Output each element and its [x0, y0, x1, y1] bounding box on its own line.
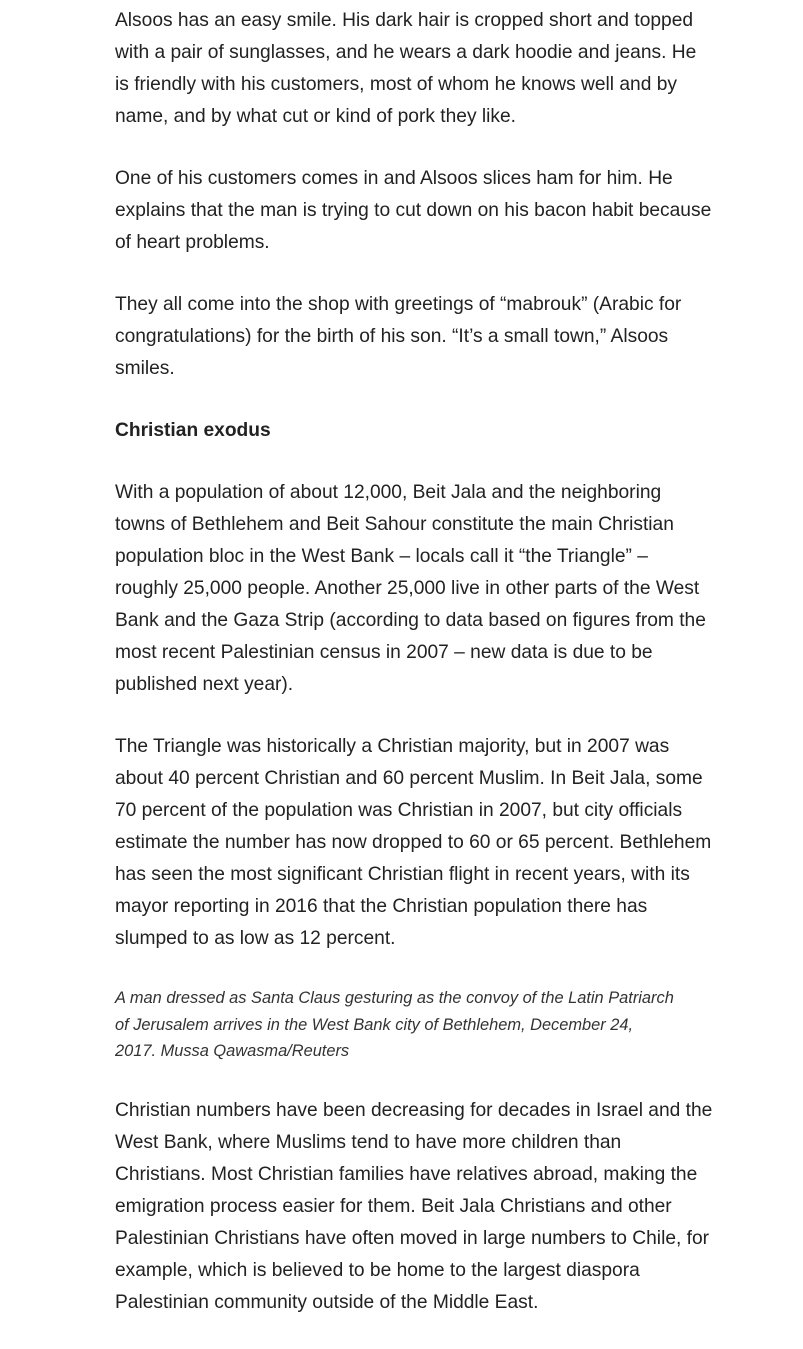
article-paragraph: With a population of about 12,000, Beit Jala and the neighboring towns of Bethlehem and Beit Sahour constitute the main Christian population bloc in the West Bank – locals call it “the Triangle” – roughly 25,000 people. Another 25,000 live in other parts of the West Bank and the Gaza Strip (according to data based on figures from the most recent Palestinian census in 2007 – new data is due to be published next year). [115, 482, 706, 695]
article-paragraph: They all come into the shop with greetings of “mabrouk” (Arabic for congratulations) for the birth of his son. “It’s a small town,” Alsoos smiles. [115, 294, 682, 379]
article-paragraph: Alsoos has an easy smile. His dark hair is cropped short and topped with a pair of sunglasses, and he wears a dark hoodie and jeans. He is friendly with his customers, most of whom he knows well and by name, and by what cut or kind of pork they like. [115, 10, 697, 127]
article-paragraph: Christian numbers have been decreasing for decades in Israel and the West Bank, where Muslims tend to have more children than Christians. Most Christian families have relatives abroad, making the emigration process easier for them. Beit Jala Christians and other Palestinian Christians have often moved in large numbers to Chile, for example, which is believed to be home to the largest diaspora Palestinian community outside of the Middle East. [115, 1099, 713, 1313]
article-paragraph: One of his customers comes in and Alsoos slices ham for him. He explains that the man is trying to cut down on his bacon habit because of heart problems. [115, 168, 712, 253]
article-body [115, 5, 715, 1349]
photo-caption: A man dressed as Santa Claus gesturing as the convoy of the Latin Patriarch of Jerusalem arrives in the West Bank city of Bethlehem, December 24, 2017. Mussa Qawasma/Reuters [115, 989, 674, 1060]
section-heading: Christian exodus [115, 420, 271, 441]
article-paragraph: The Triangle was historically a Christian majority, but in 2007 was about 40 percent Christian and 60 percent Muslim. In Beit Jala, some 70 percent of the population was Christian in 2007, but city officials estimate the number has now dropped to 60 or 65 percent. Bethlehem has seen the most significant Christian flight in recent years, with its mayor reporting in 2016 that the Christian population there has slumped to as low as 12 percent. [115, 736, 712, 949]
